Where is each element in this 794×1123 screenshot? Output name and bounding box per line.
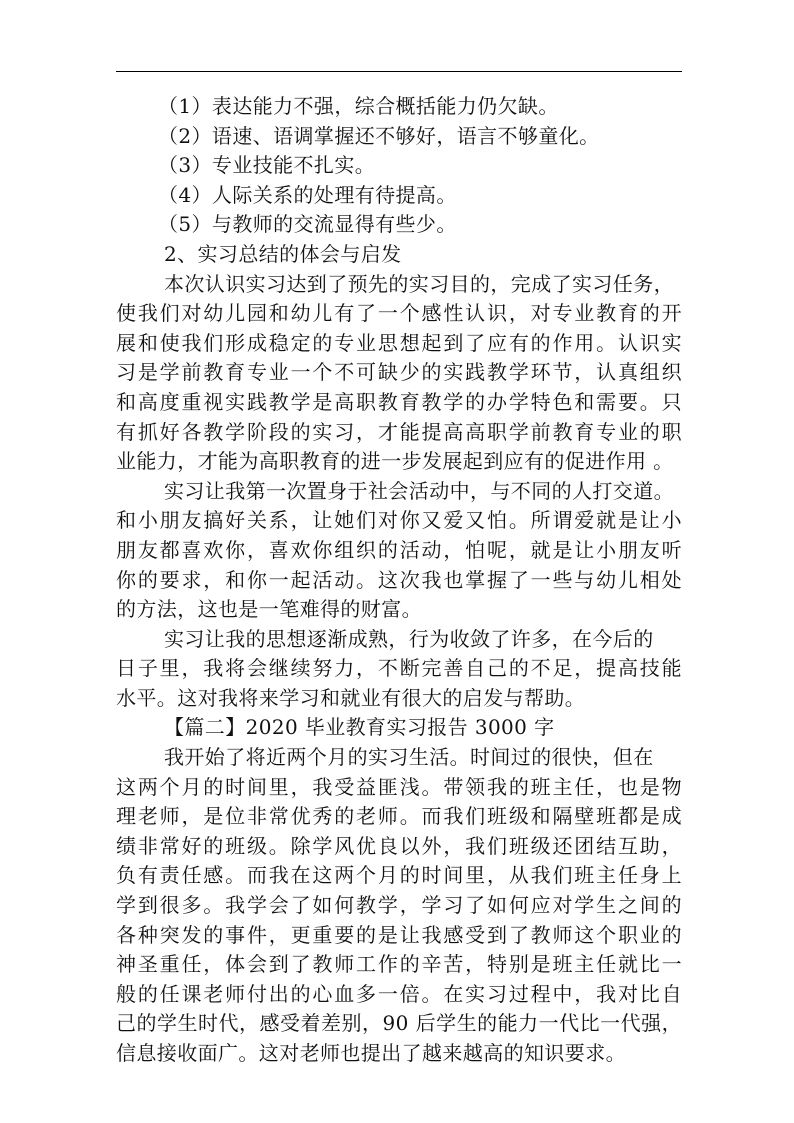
paragraph-line: 己的学生时代，感受着差别，90 后学生的能力一代比一代强， [116,1011,682,1036]
paragraph-line: 信息接收面广。这对老师也提出了越来越高的知识要求。 [116,1041,626,1065]
list-item: （1）表达能力不强，综合概括能力仍欠缺。 [158,94,559,118]
paragraph-line: 的方法，这也是一笔难得的财富。 [116,597,422,622]
paragraph-line: 负有责任感。而我在这两个月的时间里，从我们班主任身上 [116,863,682,888]
document-body [116,92,682,1069]
list-item: （2）语速、语调掌握还不够好，语言不够童化。 [158,123,600,148]
paragraph-line: 各种突发的事件，更重要的是让我感受到了教师这个职业的 [116,922,682,947]
paragraph-4 [116,743,682,1069]
paragraph-line: 神圣重任，体会到了教师工作的辛苦，特别是班主任就比一 [116,952,682,977]
issues-list [116,92,682,240]
paragraph-line: 本次认识实习达到了预先的实习目的，完成了实习任务， [164,271,674,296]
paragraph-1 [116,270,682,477]
paragraph-line: 日子里，我将会继续努力，不断完善自己的不足，提高技能 [116,656,682,681]
paragraph-line: 水平。这对我将来学习和就业有很大的启发与帮助。 [116,685,586,710]
paragraph-line: 实习让我第一次置身于社会活动中，与不同的人打交道。 [164,478,674,503]
paragraph-line: 习是学前教育专业一个不可缺少的实践教学环节，认真组织 [116,360,682,385]
paragraph-line: 学到很多。我学会了如何教学，学习了如何应对学生之间的 [116,893,682,918]
paragraph-line: 实习让我的思想逐渐成熟，行为收敛了许多，在今后的 [164,626,654,651]
paragraph-line: 朋友都喜欢你，喜欢你组织的活动，怕呢，就是让小朋友听 [116,537,682,562]
paragraph-3 [116,625,682,714]
list-item: （4）人际关系的处理有待提高。 [158,182,457,207]
paragraph-line: 理老师，是位非常优秀的老师。而我们班级和隔壁班都是成 [116,804,682,829]
paragraph-line: 你的要求，和你一起活动。这次我也掌握了一些与幼儿相处 [116,567,682,592]
list-item: （3）专业技能不扎实。 [158,153,376,178]
paragraph-line: 展和使我们形成稳定的专业思想起到了应有的作用。认识实 [116,330,682,355]
paragraph-line: 我开始了将近两个月的实习生活。时间过的很快，但在 [164,745,654,770]
paragraph-line: 绩非常好的班级。除学风优良以外，我们班级还团结互助， [116,833,682,858]
paragraph-line: 业能力，才能为高职教育的进一步发展起到应有的促进作用 。 [116,449,674,474]
paragraph-line: 有抓好各教学阶段的实习，才能提高高职学前教育专业的职 [116,419,682,444]
paragraph-line: 和小朋友搞好关系，让她们对你又爱又怕。所谓爱就是让小 [116,508,682,533]
paragraph-line: 般的任课老师付出的心血多一倍。在实习过程中，我对比自 [116,981,682,1006]
paragraph-line: 这两个月的时间里，我受益匪浅。带领我的班主任，也是物 [116,774,682,799]
paragraph-2 [116,477,682,625]
section-heading: 2、实习总结的体会与启发 [164,241,402,266]
header-rule [116,71,682,72]
paragraph-line: 使我们对幼儿园和幼儿有了一个感性认识，对专业教育的开 [116,301,682,326]
paragraph-line: 和高度重视实践教学是高职教育教学的办学特色和需要。只 [116,389,682,414]
list-item: （5）与教师的交流显得有些少。 [158,212,457,237]
part-heading: 【篇二】2020 毕业教育实习报告 3000 字 [164,715,555,740]
